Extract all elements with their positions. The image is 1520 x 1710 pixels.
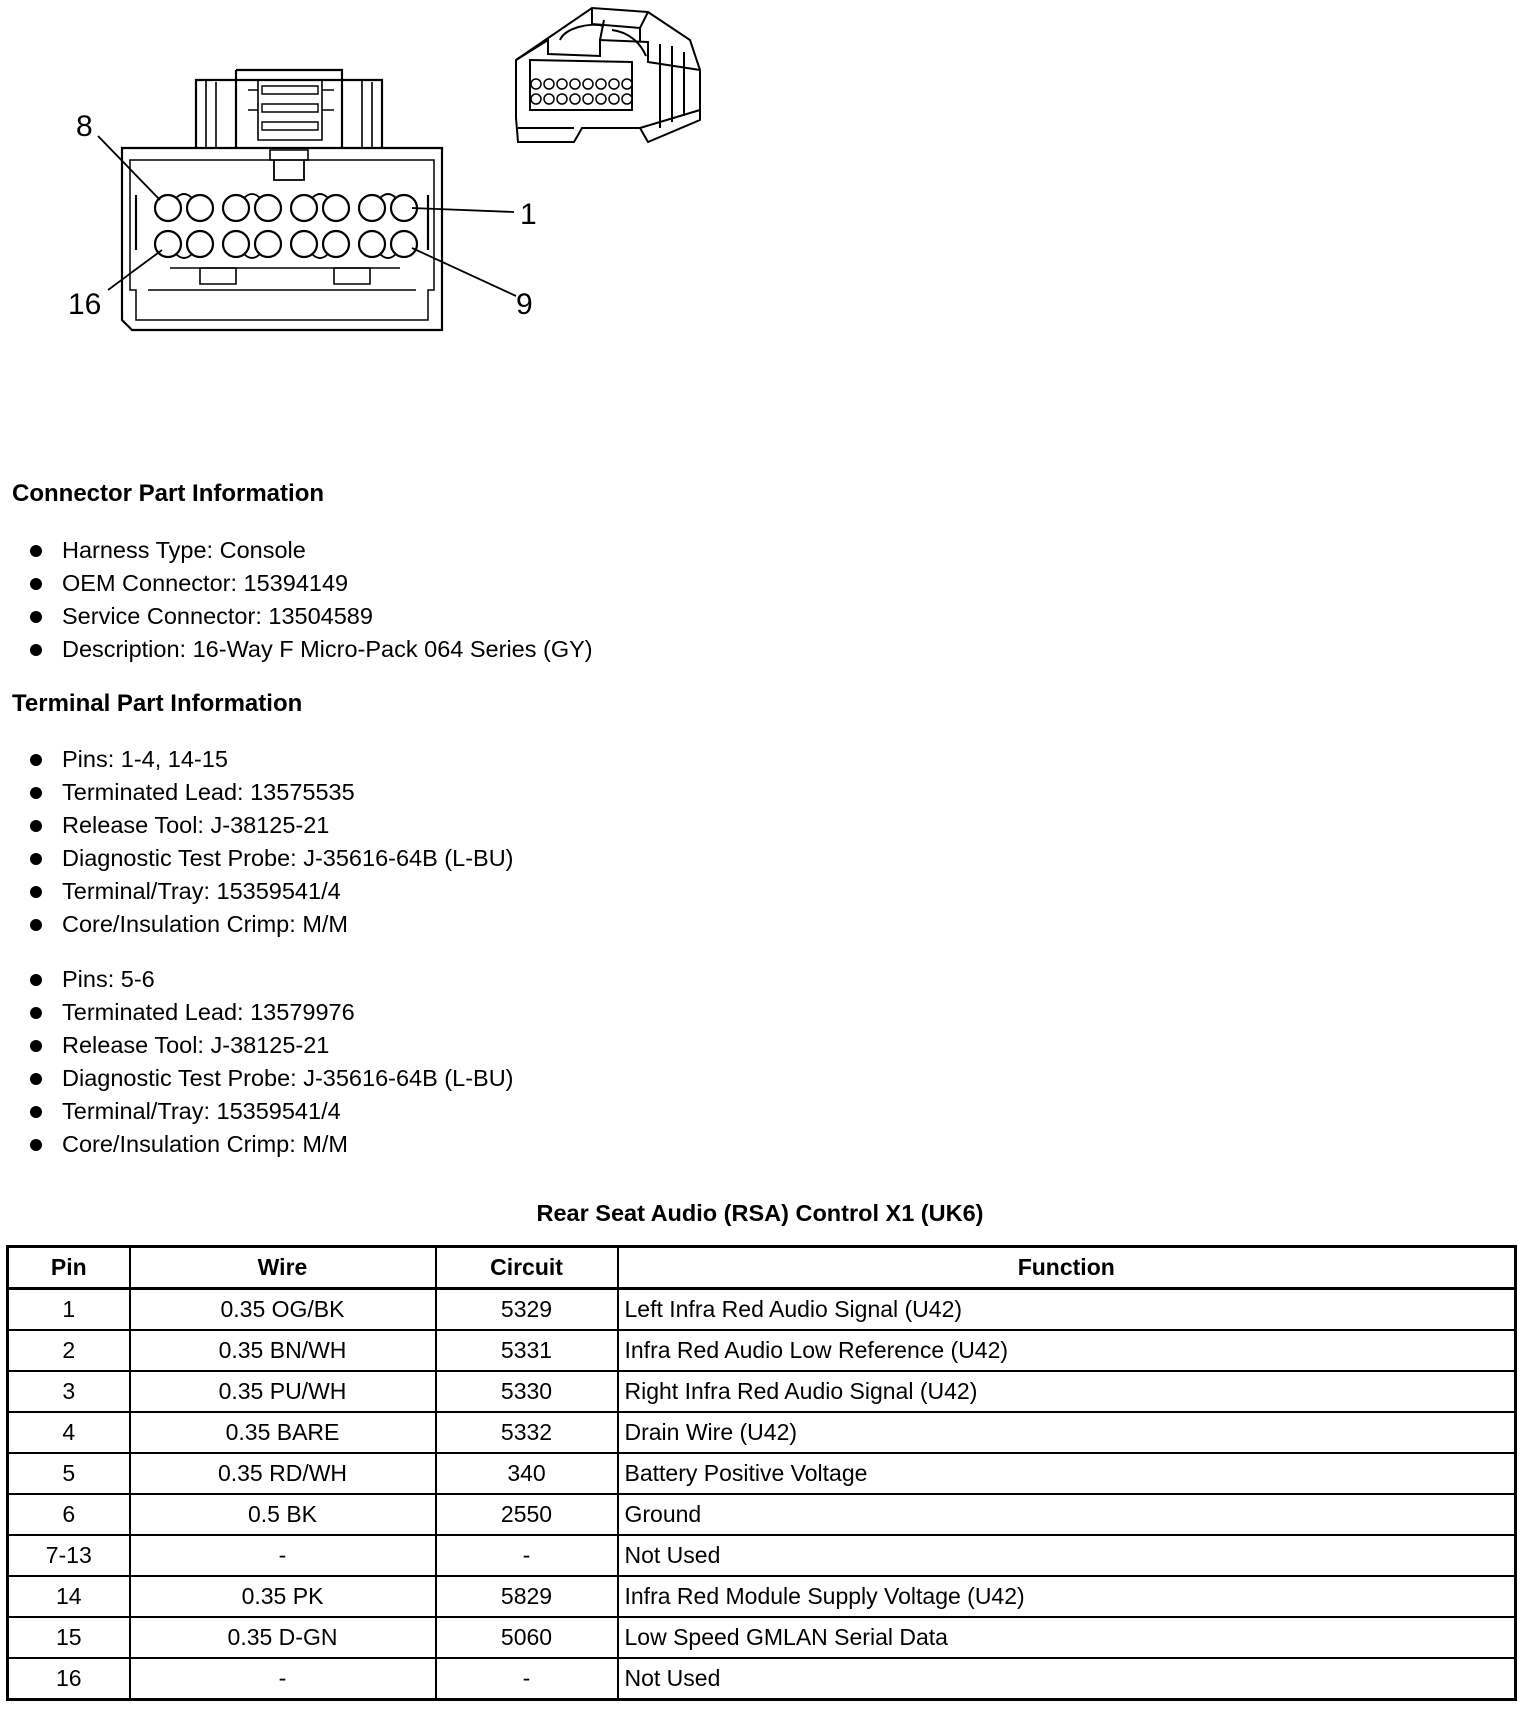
cell-circuit: 2550 — [436, 1494, 618, 1535]
bullet-icon — [30, 545, 42, 557]
list-item: Diagnostic Test Probe: J-35616-64B (L-BU) — [30, 1062, 514, 1095]
cell-circuit: 5329 — [436, 1289, 618, 1331]
bullet-icon — [30, 886, 42, 898]
connector-part-info-list — [30, 534, 593, 666]
cell-function: Right Infra Red Audio Signal (U42) — [618, 1371, 1516, 1412]
list-item: Description: 16-Way F Micro-Pack 064 Series (GY) — [30, 633, 593, 666]
bullet-icon — [30, 1139, 42, 1151]
table-row — [8, 1658, 1516, 1700]
cell-pin: 7-13 — [8, 1535, 130, 1576]
cell-function: Drain Wire (U42) — [618, 1412, 1516, 1453]
pin-label-8: 8 — [76, 110, 93, 143]
terminal-group-2-list — [30, 963, 514, 1161]
col-header-function: Function — [618, 1247, 1516, 1289]
list-item: Pins: 1-4, 14-15 — [30, 743, 514, 776]
cell-wire: 0.35 PK — [130, 1576, 436, 1617]
cell-pin: 2 — [8, 1330, 130, 1371]
leader-line-9 — [412, 248, 516, 296]
pin-label-16: 16 — [68, 288, 102, 321]
bullet-icon — [30, 787, 42, 799]
list-item: Release Tool: J-38125-21 — [30, 809, 514, 842]
list-item: Core/Insulation Crimp: M/M — [30, 908, 514, 941]
list-item: Harness Type: Console — [30, 534, 593, 567]
list-item: Release Tool: J-38125-21 — [30, 1029, 514, 1062]
pin-table — [6, 1245, 1517, 1701]
bullet-icon — [30, 754, 42, 766]
list-item: Service Connector: 13504589 — [30, 600, 593, 633]
bullet-icon — [30, 1007, 42, 1019]
col-header-circuit: Circuit — [436, 1247, 618, 1289]
cell-wire: 0.35 BARE — [130, 1412, 436, 1453]
cell-circuit: 5829 — [436, 1576, 618, 1617]
cell-wire: - — [130, 1535, 436, 1576]
bullet-icon — [30, 853, 42, 865]
leader-line-8 — [98, 136, 160, 200]
table-header-row — [8, 1247, 1516, 1289]
pin-cavities — [155, 195, 417, 257]
table-row — [8, 1576, 1516, 1617]
cell-wire: - — [130, 1658, 436, 1700]
table-row — [8, 1412, 1516, 1453]
pin-label-9: 9 — [516, 288, 533, 321]
cell-function: Battery Positive Voltage — [618, 1453, 1516, 1494]
bullet-icon — [30, 578, 42, 590]
pin-label-1: 1 — [520, 198, 537, 231]
bullet-icon — [30, 919, 42, 931]
cell-pin: 15 — [8, 1617, 130, 1658]
bullet-icon — [30, 820, 42, 832]
cell-pin: 1 — [8, 1289, 130, 1331]
col-header-wire: Wire — [130, 1247, 436, 1289]
list-item: Terminated Lead: 13579976 — [30, 996, 514, 1029]
connector-diagram — [0, 0, 720, 350]
cell-wire: 0.35 RD/WH — [130, 1453, 436, 1494]
cell-circuit: 5060 — [436, 1617, 618, 1658]
col-header-pin: Pin — [8, 1247, 130, 1289]
cell-wire: 0.5 BK — [130, 1494, 436, 1535]
cell-pin: 3 — [8, 1371, 130, 1412]
cell-circuit: - — [436, 1658, 618, 1700]
cell-function: Not Used — [618, 1535, 1516, 1576]
table-row — [8, 1453, 1516, 1494]
table-row — [8, 1330, 1516, 1371]
bullet-icon — [30, 611, 42, 623]
list-item: Pins: 5-6 — [30, 963, 514, 996]
cell-circuit: 5331 — [436, 1330, 618, 1371]
terminal-group-1-list — [30, 743, 514, 941]
cell-wire: 0.35 BN/WH — [130, 1330, 436, 1371]
table-row — [8, 1494, 1516, 1535]
cell-pin: 16 — [8, 1658, 130, 1700]
table-row — [8, 1617, 1516, 1658]
cell-pin: 4 — [8, 1412, 130, 1453]
cell-wire: 0.35 D-GN — [130, 1617, 436, 1658]
table-row — [8, 1289, 1516, 1331]
cell-wire: 0.35 PU/WH — [130, 1371, 436, 1412]
bullet-icon — [30, 1106, 42, 1118]
bullet-icon — [30, 1073, 42, 1085]
list-item: OEM Connector: 15394149 — [30, 567, 593, 600]
bullet-icon — [30, 974, 42, 986]
cell-function: Ground — [618, 1494, 1516, 1535]
bullet-icon — [30, 644, 42, 656]
cell-function: Low Speed GMLAN Serial Data — [618, 1617, 1516, 1658]
cell-function: Infra Red Audio Low Reference (U42) — [618, 1330, 1516, 1371]
cell-circuit: 340 — [436, 1453, 618, 1494]
cell-circuit: 5330 — [436, 1371, 618, 1412]
cell-circuit: - — [436, 1535, 618, 1576]
cell-pin: 5 — [8, 1453, 130, 1494]
terminal-part-info-heading: Terminal Part Information — [12, 690, 303, 717]
list-item: Terminated Lead: 13575535 — [30, 776, 514, 809]
table-row — [8, 1371, 1516, 1412]
list-item: Diagnostic Test Probe: J-35616-64B (L-BU) — [30, 842, 514, 875]
cell-wire: 0.35 OG/BK — [130, 1289, 436, 1331]
list-item: Terminal/Tray: 15359541/4 — [30, 1095, 514, 1128]
list-item: Core/Insulation Crimp: M/M — [30, 1128, 514, 1161]
leader-line-16 — [108, 250, 162, 290]
list-item: Terminal/Tray: 15359541/4 — [30, 875, 514, 908]
cell-pin: 14 — [8, 1576, 130, 1617]
pin-table-title: Rear Seat Audio (RSA) Control X1 (UK6) — [536, 1200, 984, 1226]
cell-function: Left Infra Red Audio Signal (U42) — [618, 1289, 1516, 1331]
connector-isometric-view — [516, 8, 700, 142]
connector-part-info-heading: Connector Part Information — [12, 480, 325, 507]
cell-pin: 6 — [8, 1494, 130, 1535]
table-row — [8, 1535, 1516, 1576]
cell-function: Not Used — [618, 1658, 1516, 1700]
bullet-icon — [30, 1040, 42, 1052]
cell-function: Infra Red Module Supply Voltage (U42) — [618, 1576, 1516, 1617]
cell-circuit: 5332 — [436, 1412, 618, 1453]
